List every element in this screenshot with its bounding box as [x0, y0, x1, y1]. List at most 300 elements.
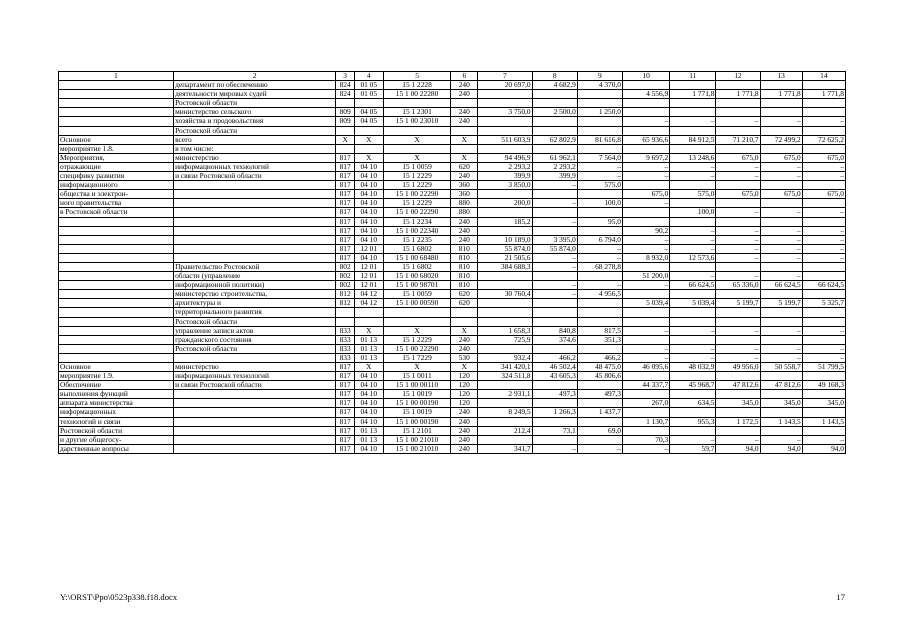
executor-cell: [174, 253, 336, 262]
amount-cell: [622, 308, 669, 317]
amount-cell: [802, 308, 845, 317]
amount-cell: 200,0: [478, 199, 532, 208]
amount-cell: 3 850,0: [478, 181, 532, 190]
amount-cell: [478, 399, 532, 408]
code-cell: 817: [336, 363, 354, 372]
code-cell: 15 1 00 22290: [383, 208, 451, 217]
amount-cell: 45 806,6: [577, 372, 622, 381]
code-cell: 15 1 00 22290: [383, 190, 451, 199]
page-number: 17: [836, 592, 845, 602]
amount-cell: [622, 99, 669, 108]
amount-cell: 575,0: [577, 181, 622, 190]
code-cell: 817: [336, 426, 354, 435]
code-cell: 817: [336, 244, 354, 253]
amount-cell: [802, 317, 845, 326]
amount-cell: –: [670, 172, 716, 181]
amount-cell: 374,6: [532, 335, 577, 344]
activity-cell: [59, 244, 174, 253]
executor-cell: [174, 226, 336, 235]
amount-cell: [670, 308, 716, 317]
amount-cell: [760, 308, 802, 317]
amount-cell: [716, 290, 760, 299]
amount-cell: –: [802, 244, 845, 253]
activity-cell: [59, 290, 174, 299]
activity-cell: [59, 326, 174, 335]
amount-cell: –: [802, 235, 845, 244]
amount-cell: 675,0: [802, 190, 845, 199]
code-cell: 04 05: [354, 117, 383, 126]
amount-cell: 497,3: [532, 390, 577, 399]
code-cell: [354, 144, 383, 153]
code-cell: 240: [451, 426, 478, 435]
code-cell: [383, 308, 451, 317]
code-cell: [451, 317, 478, 326]
code-cell: 15 1 2229: [383, 335, 451, 344]
column-number-14: 14: [802, 72, 845, 81]
amount-cell: [532, 417, 577, 426]
code-cell: 817: [336, 399, 354, 408]
table-row: [59, 190, 846, 199]
code-cell: 12 01: [354, 262, 383, 271]
amount-cell: [478, 417, 532, 426]
amount-cell: [802, 426, 845, 435]
code-cell: 04 10: [354, 190, 383, 199]
code-cell: 15 1 2234: [383, 217, 451, 226]
amount-cell: 100,0: [670, 208, 716, 217]
code-cell: 04 10: [354, 199, 383, 208]
amount-cell: [577, 144, 622, 153]
code-cell: 15 1 0019: [383, 408, 451, 417]
table-row: [59, 426, 846, 435]
activity-cell: [59, 281, 174, 290]
amount-cell: 30 760,4: [478, 290, 532, 299]
code-cell: 04 10: [354, 235, 383, 244]
amount-cell: –: [760, 172, 802, 181]
amount-cell: [670, 81, 716, 90]
amount-cell: –: [577, 244, 622, 253]
amount-cell: 66 624,5: [670, 281, 716, 290]
amount-cell: –: [716, 226, 760, 235]
amount-cell: [622, 426, 669, 435]
amount-cell: 1 250,0: [577, 108, 622, 117]
code-cell: 240: [451, 444, 478, 453]
amount-cell: [760, 181, 802, 190]
activity-cell: и другие общегосу-: [59, 435, 174, 444]
amount-cell: [760, 390, 802, 399]
amount-cell: [622, 335, 669, 344]
executor-cell: архитектуры и: [174, 299, 336, 308]
code-cell: 04 10: [354, 381, 383, 390]
amount-cell: 1 130,7: [622, 417, 669, 426]
executor-cell: и связи Ростовской области: [174, 172, 336, 181]
code-cell: 880: [451, 208, 478, 217]
amount-cell: [622, 126, 669, 135]
activity-cell: [59, 99, 174, 108]
code-cell: 15 1 00 00190: [383, 417, 451, 426]
activity-cell: информационного: [59, 181, 174, 190]
executor-cell: территориального развития: [174, 308, 336, 317]
amount-cell: 1 658,3: [478, 326, 532, 335]
amount-cell: [716, 126, 760, 135]
activity-cell: Обеспечение: [59, 381, 174, 390]
amount-cell: [532, 226, 577, 235]
column-number-1: 1: [59, 72, 174, 81]
amount-cell: [670, 390, 716, 399]
amount-cell: 47 812,6: [716, 381, 760, 390]
amount-cell: [478, 435, 532, 444]
code-cell: 620: [451, 162, 478, 171]
executor-cell: деятельности мировых судей: [174, 90, 336, 99]
amount-cell: 72 499,2: [760, 135, 802, 144]
amount-cell: –: [670, 162, 716, 171]
code-cell: [451, 144, 478, 153]
amount-cell: 575,0: [670, 190, 716, 199]
code-cell: 240: [451, 217, 478, 226]
code-cell: 15 1 0059: [383, 290, 451, 299]
amount-cell: –: [577, 281, 622, 290]
executor-cell: Ростовской области: [174, 344, 336, 353]
code-cell: 04 10: [354, 208, 383, 217]
executor-cell: хозяйства и продовольствия: [174, 117, 336, 126]
table-row: [59, 353, 846, 362]
amount-cell: [622, 81, 669, 90]
amount-cell: 2 293,2: [532, 162, 577, 171]
amount-cell: 1 266,3: [532, 408, 577, 417]
code-cell: 240: [451, 90, 478, 99]
amount-cell: [577, 417, 622, 426]
amount-cell: 511 603,9: [478, 135, 532, 144]
amount-cell: –: [622, 117, 669, 126]
amount-cell: –: [577, 172, 622, 181]
code-cell: 817: [336, 408, 354, 417]
amount-cell: –: [802, 117, 845, 126]
amount-cell: [478, 208, 532, 217]
amount-cell: [532, 308, 577, 317]
executor-cell: [174, 353, 336, 362]
activity-cell: [59, 235, 174, 244]
amount-cell: [670, 181, 716, 190]
activity-cell: аппарата министерства: [59, 399, 174, 408]
amount-cell: [802, 217, 845, 226]
activity-cell: отражающие: [59, 162, 174, 171]
amount-cell: [532, 126, 577, 135]
code-cell: 15 1 00 00110: [383, 381, 451, 390]
activity-cell: [59, 344, 174, 353]
amount-cell: [716, 372, 760, 381]
code-cell: 880: [451, 199, 478, 208]
code-cell: 817: [336, 253, 354, 262]
amount-cell: 5 199,7: [716, 299, 760, 308]
activity-cell: [59, 217, 174, 226]
code-cell: 04 10: [354, 172, 383, 181]
amount-cell: –: [622, 444, 669, 453]
amount-cell: [716, 181, 760, 190]
code-cell: [383, 126, 451, 135]
table-row: [59, 199, 846, 208]
amount-cell: [532, 435, 577, 444]
activity-cell: Мероприятия,: [59, 153, 174, 162]
table-row: [59, 317, 846, 326]
amount-cell: [532, 117, 577, 126]
code-cell: 15 1 00 22340: [383, 226, 451, 235]
code-cell: 812: [336, 290, 354, 299]
amount-cell: [802, 335, 845, 344]
table-row: [59, 253, 846, 262]
amount-cell: [670, 126, 716, 135]
executor-cell: министерство: [174, 363, 336, 372]
executor-cell: министерство сельского: [174, 108, 336, 117]
amount-cell: [670, 335, 716, 344]
code-cell: Х: [451, 326, 478, 335]
amount-cell: 71 210,7: [716, 135, 760, 144]
amount-cell: [478, 144, 532, 153]
code-cell: 12 01: [354, 244, 383, 253]
amount-cell: –: [716, 235, 760, 244]
code-cell: 15 1 2101: [383, 426, 451, 435]
code-cell: 04 05: [354, 108, 383, 117]
amount-cell: [670, 317, 716, 326]
code-cell: 817: [336, 372, 354, 381]
code-cell: 04 12: [354, 290, 383, 299]
amount-cell: 90,2: [622, 226, 669, 235]
amount-cell: 2 293,2: [478, 162, 532, 171]
amount-cell: 55 874,0: [478, 244, 532, 253]
amount-cell: 12 573,6: [670, 253, 716, 262]
amount-cell: 69,0: [577, 426, 622, 435]
activity-cell: общества и электрон-: [59, 190, 174, 199]
amount-cell: [760, 81, 802, 90]
amount-cell: [532, 99, 577, 108]
table-body: [59, 72, 846, 454]
amount-cell: 51 200,0: [622, 272, 669, 281]
code-cell: 15 1 2229: [383, 172, 451, 181]
amount-cell: –: [716, 353, 760, 362]
amount-cell: [716, 390, 760, 399]
amount-cell: –: [716, 253, 760, 262]
code-cell: 15 1 00 23010: [383, 117, 451, 126]
amount-cell: –: [532, 444, 577, 453]
budget-table: [58, 71, 846, 454]
table-row: [59, 281, 846, 290]
column-number-5: 5: [383, 72, 451, 81]
activity-cell: технологий и связи: [59, 417, 174, 426]
amount-cell: 95,0: [577, 217, 622, 226]
amount-cell: [532, 90, 577, 99]
code-cell: 01 05: [354, 90, 383, 99]
code-cell: Х: [383, 326, 451, 335]
executor-cell: [174, 208, 336, 217]
table-row: [59, 181, 846, 190]
table-row: [59, 135, 846, 144]
executor-cell: министерство: [174, 153, 336, 162]
executor-cell: в том числе:: [174, 144, 336, 153]
amount-cell: –: [802, 435, 845, 444]
code-cell: 120: [451, 372, 478, 381]
activity-cell: выполнения функций: [59, 390, 174, 399]
amount-cell: [802, 99, 845, 108]
amount-cell: –: [760, 208, 802, 217]
amount-cell: –: [670, 117, 716, 126]
code-cell: 15 1 00 00190: [383, 399, 451, 408]
table-row: [59, 144, 846, 153]
amount-cell: [802, 144, 845, 153]
amount-cell: –: [802, 226, 845, 235]
code-cell: 817: [336, 444, 354, 453]
amount-cell: [622, 262, 669, 271]
column-number-3: 3: [336, 72, 354, 81]
executor-cell: [174, 417, 336, 426]
amount-cell: 61 962,1: [532, 153, 577, 162]
amount-cell: –: [760, 253, 802, 262]
amount-cell: [670, 217, 716, 226]
amount-cell: [802, 199, 845, 208]
activity-cell: [59, 308, 174, 317]
code-cell: 04 10: [354, 399, 383, 408]
amount-cell: 68 278,8: [577, 262, 622, 271]
amount-cell: 840,8: [532, 326, 577, 335]
code-cell: 240: [451, 435, 478, 444]
code-cell: [336, 126, 354, 135]
table-row: [59, 381, 846, 390]
amount-cell: 497,3: [577, 390, 622, 399]
amount-cell: 4 682,9: [532, 81, 577, 90]
executor-cell: Ростовской области: [174, 317, 336, 326]
amount-cell: [577, 344, 622, 353]
code-cell: 04 10: [354, 226, 383, 235]
amount-cell: [670, 99, 716, 108]
amount-cell: [532, 317, 577, 326]
code-cell: 810: [451, 253, 478, 262]
amount-cell: 341,7: [478, 444, 532, 453]
amount-cell: [760, 408, 802, 417]
amount-cell: 2 931,1: [478, 390, 532, 399]
amount-cell: 44 337,7: [622, 381, 669, 390]
column-number-2: 2: [174, 72, 336, 81]
amount-cell: 94,0: [802, 444, 845, 453]
code-cell: 04 10: [354, 372, 383, 381]
amount-cell: 6 794,0: [577, 235, 622, 244]
code-cell: 530: [451, 353, 478, 362]
amount-cell: [577, 117, 622, 126]
amount-cell: 21 505,6: [478, 253, 532, 262]
amount-cell: [577, 308, 622, 317]
amount-cell: 675,0: [760, 190, 802, 199]
amount-cell: [532, 344, 577, 353]
amount-cell: [622, 181, 669, 190]
table-row: [59, 435, 846, 444]
code-cell: 817: [336, 153, 354, 162]
amount-cell: 384 688,3: [478, 262, 532, 271]
code-cell: 15 1 00 00590: [383, 299, 451, 308]
amount-cell: [670, 372, 716, 381]
code-cell: 817: [336, 181, 354, 190]
code-cell: Х: [383, 363, 451, 372]
amount-cell: 399,9: [532, 172, 577, 181]
code-cell: 833: [336, 353, 354, 362]
code-cell: 817: [336, 199, 354, 208]
amount-cell: 4 556,9: [622, 90, 669, 99]
amount-cell: [716, 317, 760, 326]
table-row: [59, 390, 846, 399]
code-cell: [336, 317, 354, 326]
amount-cell: 43 605,3: [532, 372, 577, 381]
code-cell: 15 1 0011: [383, 372, 451, 381]
amount-cell: [577, 90, 622, 99]
amount-cell: [716, 426, 760, 435]
amount-cell: [478, 190, 532, 199]
amount-cell: 932,4: [478, 353, 532, 362]
executor-cell: области (управление: [174, 272, 336, 281]
amount-cell: –: [760, 117, 802, 126]
activity-cell: [59, 262, 174, 271]
amount-cell: [670, 108, 716, 117]
amount-cell: [622, 408, 669, 417]
executor-cell: [174, 181, 336, 190]
code-cell: 240: [451, 81, 478, 90]
amount-cell: –: [716, 117, 760, 126]
code-cell: 360: [451, 181, 478, 190]
amount-cell: 48 475,0: [577, 363, 622, 372]
activity-cell: [59, 81, 174, 90]
column-number-12: 12: [716, 72, 760, 81]
activity-cell: [59, 108, 174, 117]
amount-cell: [760, 199, 802, 208]
amount-cell: 466,2: [532, 353, 577, 362]
code-cell: [354, 317, 383, 326]
code-cell: 240: [451, 344, 478, 353]
amount-cell: 62 802,9: [532, 135, 577, 144]
table-row: [59, 444, 846, 453]
amount-cell: –: [802, 162, 845, 171]
amount-cell: 50 558,7: [760, 363, 802, 372]
amount-cell: [760, 217, 802, 226]
activity-cell: Ростовской области: [59, 426, 174, 435]
amount-cell: [622, 208, 669, 217]
amount-cell: –: [802, 253, 845, 262]
amount-cell: [577, 381, 622, 390]
amount-cell: 48 032,9: [670, 363, 716, 372]
code-cell: Х: [354, 363, 383, 372]
code-cell: 15 1 0059: [383, 162, 451, 171]
amount-cell: –: [760, 344, 802, 353]
amount-cell: [577, 317, 622, 326]
amount-cell: 100,0: [577, 199, 622, 208]
code-cell: 120: [451, 381, 478, 390]
table-row: [59, 326, 846, 335]
amount-cell: 1 437,7: [577, 408, 622, 417]
amount-cell: [760, 99, 802, 108]
amount-cell: –: [670, 326, 716, 335]
activity-cell: в Ростовской области: [59, 208, 174, 217]
amount-cell: [577, 299, 622, 308]
amount-cell: 10 189,0: [478, 235, 532, 244]
amount-cell: [577, 272, 622, 281]
activity-cell: [59, 126, 174, 135]
amount-cell: [716, 99, 760, 108]
amount-cell: [716, 217, 760, 226]
amount-cell: [622, 390, 669, 399]
amount-cell: 49 956,0: [716, 363, 760, 372]
table-row: [59, 99, 846, 108]
table-row: [59, 372, 846, 381]
amount-cell: 1 771,8: [760, 90, 802, 99]
amount-cell: 1 143,5: [760, 417, 802, 426]
amount-cell: 5 325,7: [802, 299, 845, 308]
amount-cell: 267,0: [622, 399, 669, 408]
amount-cell: [622, 372, 669, 381]
amount-cell: 84 912,5: [670, 135, 716, 144]
code-cell: [383, 99, 451, 108]
